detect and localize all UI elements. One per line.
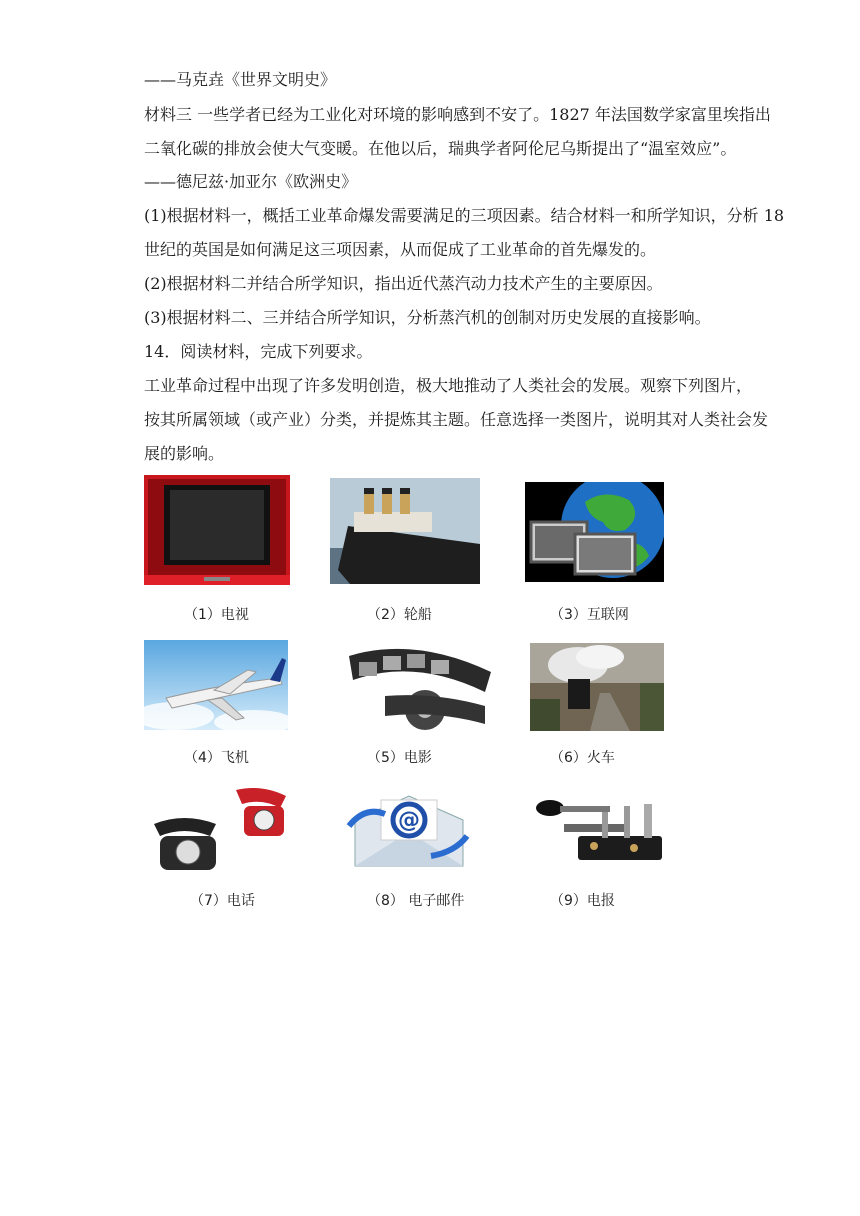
airplane-image bbox=[144, 640, 288, 730]
caption-7: （7）电话 bbox=[190, 893, 255, 909]
email-image bbox=[345, 786, 471, 872]
caption-2: （2）轮船 bbox=[367, 607, 432, 623]
paragraph-line-3: 展的影响。 bbox=[144, 444, 225, 463]
question-1-line-1: (1)根据材料一，概括工业革命爆发需要满足的三项因素。结合材料一和所学知识，分析 18 bbox=[144, 206, 785, 225]
question-3: (3)根据材料二、三并结合所学知识，分析蒸汽机的创制对历史发展的直接影响。 bbox=[144, 308, 711, 327]
tv-image bbox=[144, 475, 290, 585]
film-image bbox=[345, 636, 495, 732]
caption-5: （5）电影 bbox=[367, 750, 432, 766]
caption-4: （4）飞机 bbox=[184, 750, 249, 766]
question-2: (2)根据材料二并结合所学知识，指出近代蒸汽动力技术产生的主要原因。 bbox=[144, 274, 663, 293]
source-line-1: ——马克垚《世界文明史》 bbox=[144, 70, 337, 89]
train-image bbox=[530, 643, 664, 731]
ship-image bbox=[330, 478, 480, 584]
internet-image bbox=[525, 482, 664, 582]
telegraph-image bbox=[534, 786, 666, 872]
source-line-2: ——德尼兹·加亚尔《欧洲史》 bbox=[144, 172, 358, 191]
telephone-image bbox=[150, 784, 296, 874]
question-1-line-2: 世纪的英国是如何满足这三项因素，从而促成了工业革命的首先爆发的。 bbox=[144, 240, 657, 259]
svg-text:@: @ bbox=[398, 808, 420, 833]
caption-9: （9）电报 bbox=[550, 893, 615, 909]
caption-3: （3）互联网 bbox=[550, 607, 629, 623]
caption-6: （6）火车 bbox=[550, 750, 615, 766]
material3-line-1: 材料三 一些学者已经为工业化对环境的影响感到不安了。1827 年法国数学家富里埃指出 bbox=[144, 105, 771, 124]
question-14-title: 14．阅读材料，完成下列要求。 bbox=[144, 342, 373, 361]
caption-8: （8） 电子邮件 bbox=[367, 893, 465, 909]
caption-1: （1）电视 bbox=[184, 607, 249, 623]
paragraph-line-2: 按其所属领域（或产业）分类，并提炼其主题。任意选择一类图片，说明其对人类社会发 bbox=[144, 410, 769, 429]
material3-line-2: 二氧化碳的排放会使大气变暖。在他以后，瑞典学者阿伦尼乌斯提出了“温室效应”。 bbox=[144, 139, 737, 158]
paragraph-line-1: 工业革命过程中出现了许多发明创造，极大地推动了人类社会的发展。观察下列图片， bbox=[144, 376, 753, 395]
